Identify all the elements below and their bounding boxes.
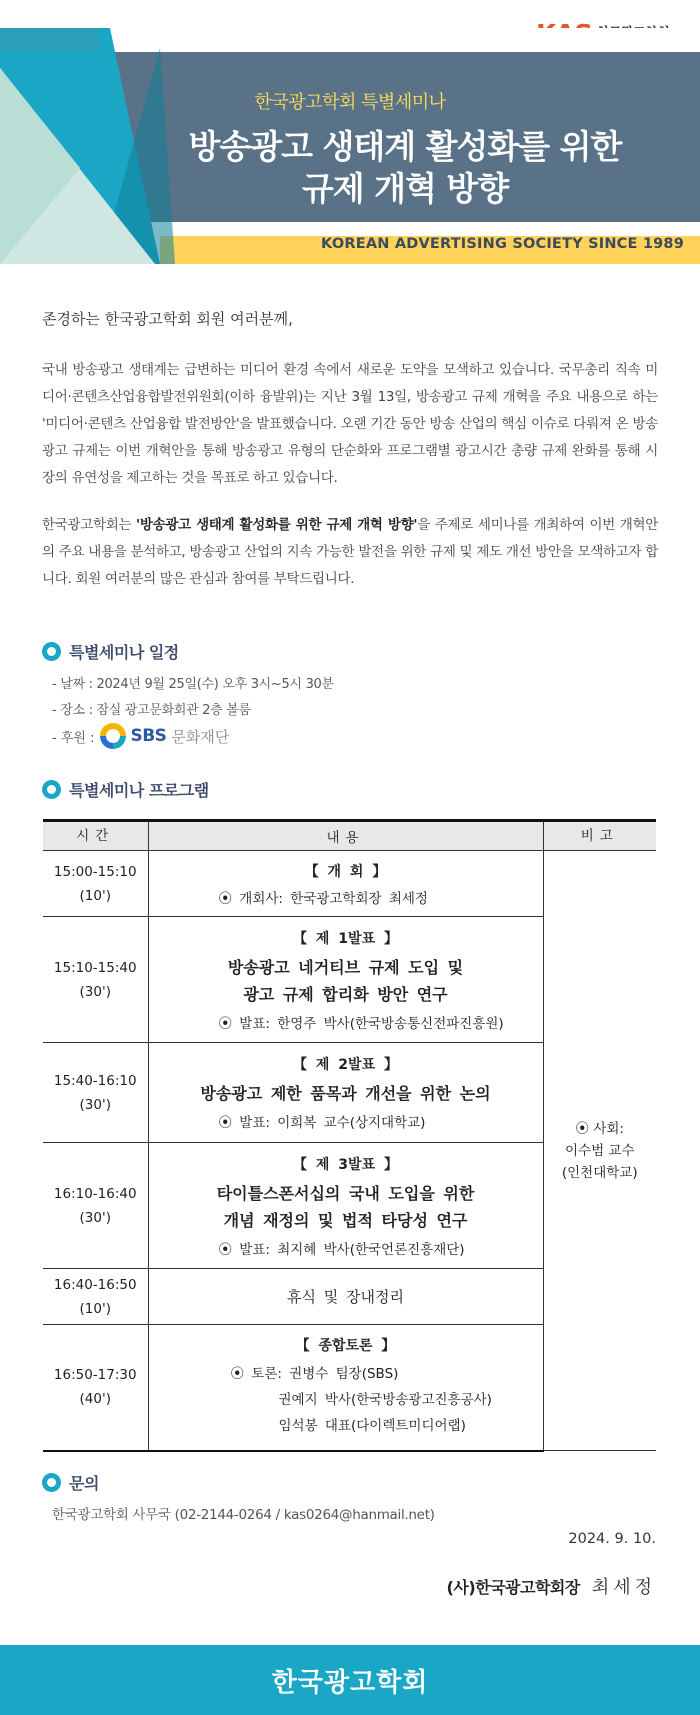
session-title-line1: 방송광고 네거티브 규제 도입 및 [227,957,464,977]
time-range: 15:10-15:40 [53,959,137,976]
signature-name: 최세정 [591,1577,656,1598]
session-title [149,1180,543,1234]
banner-subtitle: 한국광고학회 특별세미나 [254,92,446,113]
moderator-name: 이수범 교수 [565,1142,635,1159]
contact-section-title [42,1471,99,1494]
bullet-circle-icon [42,1473,61,1492]
duration: (10') [79,887,111,904]
bullet-circle-icon [42,780,61,799]
schedule-title-text: 특별세미나 일정 [69,643,179,662]
sponsor-label: - 후원 : [52,730,95,746]
moderator-label: ⦿ 사회: [575,1120,624,1137]
purpose-pre: 한국광고학회는 [42,517,137,533]
schedule-sponsor [52,723,229,749]
duration: (30') [79,983,111,1000]
contact-title-text: 문의 [69,1474,99,1493]
discussant-2: 권예지 박사(한국방송광고진흥공사) [278,1392,492,1409]
session-title [149,954,543,1008]
schedule-date: - 날짜 : 2024년 9월 25일(수) 오후 3시~5시 30분 [52,677,334,692]
content-cell [148,917,543,1043]
issue-date: 2024. 9. 10. [568,1531,656,1547]
break-text: 휴식 및 장내정리 [287,1288,404,1306]
footer-bar [0,1645,700,1715]
duration: (30') [79,1209,111,1226]
duration: (40') [79,1391,111,1408]
schedule-section-title [42,640,179,663]
session-head: 【 개 회 】 [304,863,387,880]
session-head: 【 제 3발표 】 [293,1156,398,1173]
header-content: 내용 [148,821,543,851]
banner-title [110,126,700,210]
footer-org-name: 한국광고학회 [271,1667,429,1698]
content-cell [148,1325,543,1451]
time-cell [43,917,148,1043]
table-row [43,851,656,917]
time-range: 16:50-17:30 [53,1367,137,1384]
signature-org: (사)한국광고학회장 [446,1578,580,1597]
table-header-row [43,821,656,851]
session-presenter: ⦿ 발표: 이희복 교수(상지대학교) [218,1115,426,1131]
session-title-line2: 개념 재정의 및 법적 타당성 연구 [223,1210,468,1230]
banner-strip-text: KOREAN ADVERTISING SOCIETY SINCE 1989 [321,236,684,252]
program-table [43,819,656,1452]
time-range: 15:40-16:10 [53,1072,137,1089]
intro-paragraph: 국내 방송광고 생태계는 급변하는 미디어 환경 속에서 새로운 도약을 모색하고 있습니다. 국무총리 직속 미디어·콘텐츠산업융합발전위원회(이하 융발위)는 지난 3월 13일, 방송광고 규제 개혁을 주요 내용으로 하는 '미디어·콘텐츠 산업융합 발전방안'을 발표했습니다. 오랜 기간 동안 방송 산업의 핵심 이슈로 다뤄져 온 방송광고 규제는 이번 개혁안을 통해 방송광고 유형의 단순화와 프로그램별 광고시간 총량 규제 완화를 통해 시장의 유연성을 제고하는 것을 목표로 하고 있습니다. [42,362,658,486]
content-cell [148,851,543,917]
program-section-title [42,778,209,801]
content-cell [148,1269,543,1325]
content-cell [148,1143,543,1269]
purpose-post: 을 주제로 세미나를 개최하여 이번 개혁안의 주요 내용을 분석하고, 방송광고 산업의 지속 가능한 발전을 위한 규제 및 제도 개선 방안을 모색하고자 합니다. 회원 여러분의 많은 관심과 참여를 부탁드립니다. [42,517,658,587]
time-range: 15:00-15:10 [53,863,137,880]
header-time: 시간 [43,821,148,851]
session-head: 【 제 2발표 】 [293,1057,398,1073]
sbs-foundation-text: 문화재단 [171,727,230,746]
moderator-affiliation: (인천대학교) [561,1164,638,1181]
time-cell [43,1043,148,1143]
discussant-1: ⦿ 토론: 권병수 팀장(SBS) [230,1366,399,1383]
duration: (10') [79,1300,111,1317]
session-title-line2: 광고 규제 합리화 방안 연구 [243,984,448,1004]
session-title [149,1080,543,1107]
time-range: 16:10-16:40 [53,1185,137,1202]
time-cell [43,851,148,917]
session-title-line1: 타이틀스폰서십의 국내 도입을 위한 [216,1183,475,1203]
moderator-cell [543,851,656,1451]
purpose-paragraph [42,512,658,593]
duration: (30') [79,1096,111,1113]
time-cell [43,1143,148,1269]
header-banner [0,28,700,264]
session-presenter: ⦿ 발표: 한영주 박사(한국방송통신전파진흥원) [218,1015,504,1032]
banner-title-line1: 방송광고 생태계 활성화를 위한 [188,127,622,166]
time-cell [43,1325,148,1451]
discussant-list [149,1361,543,1439]
discussant-3: 임석봉 대표(다이렉트미디어랩) [278,1418,466,1435]
time-range: 16:40-16:50 [53,1276,137,1293]
sbs-ring-icon [100,723,126,749]
session-head: 【 종합토론 】 [295,1338,396,1355]
schedule-place: - 장소 : 잠실 광고문화회관 2층 볼룸 [52,703,251,718]
signature [447,1573,656,1599]
session-title-line1: 방송광고 제한 품목과 개선을 위한 논의 [200,1084,491,1103]
time-cell [43,1269,148,1325]
program-title-text: 특별세미나 프로그램 [69,781,209,800]
session-presenter: ⦿ 개회사: 한국광고학회장 최세정 [218,890,428,907]
banner-title-line2: 규제 개혁 방향 [301,169,509,208]
session-presenter: ⦿ 발표: 최지혜 박사(한국언론진흥재단) [218,1241,465,1258]
session-head: 【 제 1발표 】 [293,930,398,947]
purpose-topic: '방송광고 생태계 활성화를 위한 규제 개혁 방향' [136,517,418,533]
sbs-wordmark: SBS [130,726,167,746]
greeting: 존경하는 한국광고학회 회원 여러분께, [42,310,293,328]
header-note: 비고 [543,821,656,851]
contact-info: 한국광고학회 사무국 (02-2144-0264 / kas0264@hanmail.net) [52,1507,435,1523]
content-cell [148,1043,543,1143]
sbs-foundation-logo [100,723,229,749]
bullet-circle-icon [42,642,61,661]
